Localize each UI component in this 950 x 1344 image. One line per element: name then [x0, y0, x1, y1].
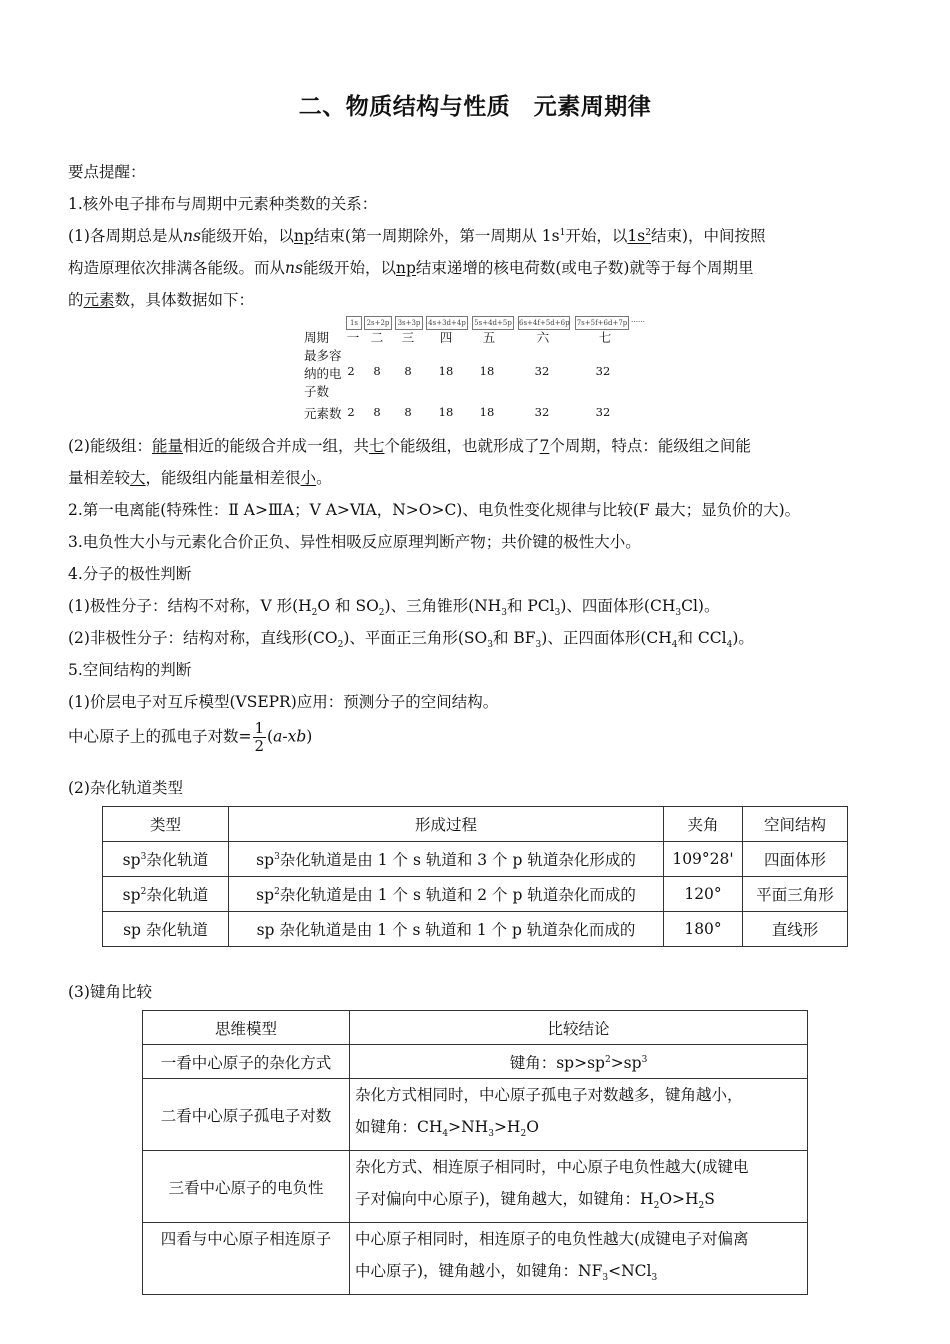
period-diagram [300, 314, 660, 424]
cell-model: 二看中心原子孤电子对数 [143, 1079, 350, 1151]
text: )、正四面体形(CH [541, 629, 672, 647]
superscript: 2 [274, 886, 280, 897]
header-type: 类型 [103, 807, 229, 842]
header-conclusion: 比较结论 [350, 1011, 808, 1045]
period-7: 七 [598, 330, 612, 345]
header-model: 思维模型 [143, 1011, 350, 1045]
superscript: 2 [140, 886, 147, 897]
capacity-4: 18 [438, 364, 454, 378]
cell-process: sp 杂化轨道是由 1 个 s 轨道和 1 个 p 轨道杂化而成的 [229, 912, 664, 947]
cell-model: 一看中心原子的杂化方式 [143, 1045, 350, 1079]
ns-term: ns [285, 259, 303, 277]
cell-process [229, 877, 664, 912]
text: 杂化轨道是由 1 个 s 轨道和 3 个 p 轨道杂化形成的 [279, 851, 636, 869]
section-4-heading: 4.分子的极性判断 [68, 565, 192, 583]
subscript: 2 [378, 608, 385, 619]
period-6: 六 [536, 330, 550, 345]
capacity-6: 32 [534, 364, 550, 378]
section-1-para-1-line-1 [68, 224, 766, 246]
text: 相近的能级合并成一组，共 [182, 437, 369, 455]
table-row [103, 877, 848, 912]
cell-angle: 180° [664, 912, 743, 947]
polar-molecules [68, 594, 719, 618]
ns-term: ns [182, 227, 201, 245]
angle-table [142, 1010, 808, 1295]
section-2: 2.第一电离能(特殊性：Ⅱ A>ⅢA；Ⅴ A>ⅥA，N>O>C)、电负性变化规律与比较(F 最大；显负价的大)。 [68, 501, 801, 519]
text: 中心原子)，键角越小，如键角：NF [355, 1262, 603, 1281]
superscript: 3 [641, 1054, 648, 1065]
orbital-box-5: 5s+4d+5p [472, 316, 514, 330]
text: >H [493, 1118, 521, 1136]
underlined-term: 能量 [151, 437, 183, 455]
table-row [143, 1151, 808, 1223]
text: )、三角锥形(NH [384, 597, 502, 615]
text: 如键角：CH [355, 1118, 443, 1136]
text: 结束(第一周期除外，第一周期从 1s [313, 227, 560, 245]
text: 和 BF [492, 629, 536, 647]
cell-process [229, 842, 664, 877]
subscript: 3 [488, 1129, 494, 1140]
superscript: 1 [559, 227, 566, 238]
subscript: 2 [520, 1129, 527, 1140]
page-title: 二、物质结构与性质 元素周期律 [298, 94, 652, 120]
subscript: 3 [602, 1273, 609, 1284]
header-process: 形成过程 [229, 807, 664, 842]
capacity-2: 8 [373, 364, 381, 378]
text: O [526, 1118, 539, 1136]
cell-model: 四看与中心原子相连原子 [143, 1223, 350, 1295]
hybrid-table [102, 806, 848, 947]
lone-pair-formula [68, 720, 312, 755]
text: 和 PCl [506, 597, 555, 615]
superscript: 2 [604, 1054, 611, 1065]
section-1-para-1-line-2 [68, 256, 753, 278]
np-term-underlined: np [395, 259, 416, 277]
text: 构造原理依次排满各能级。而从 [68, 259, 286, 277]
text: 的 [68, 291, 84, 309]
text: 个能级组，也就形成了 [384, 437, 540, 455]
subscript: 3 [554, 608, 561, 619]
period-3: 三 [401, 330, 415, 345]
text: 中心原子上的孤电子对数= [68, 727, 252, 746]
orbital-dots: …… [631, 316, 645, 324]
underlined-term: 7 [539, 437, 550, 455]
section-1-para-1-line-3 [68, 288, 254, 310]
elements-5: 18 [479, 405, 495, 419]
text: O>H [659, 1190, 699, 1209]
orbital-box-3: 3s+3p [395, 316, 423, 330]
text: 开始，以 [565, 227, 628, 245]
cell-shape: 平面三角形 [743, 877, 848, 912]
capacity-3: 8 [404, 364, 412, 378]
text: ) [306, 727, 313, 746]
text: 能级开始，以 [200, 227, 294, 245]
nonpolar-molecules [68, 626, 754, 650]
orbital-box-6: 6s+4f+5d+6p [518, 316, 570, 330]
subscript: 3 [651, 1273, 658, 1284]
text: - [282, 727, 288, 746]
orbital-box-1: 1s [346, 316, 362, 330]
cell-conclusion [350, 1079, 808, 1151]
text: 杂化轨道 [146, 886, 209, 904]
section-3: 3.电负性大小与元素化合价正负、异性相吸反应原理判断产物；共价键的极性大小。 [68, 533, 641, 551]
np-term-underlined: np [293, 227, 314, 245]
orbital-box-4: 4s+3d+4p [426, 316, 468, 330]
denominator: 2 [254, 737, 265, 755]
row-label-elements: 元素数 [304, 406, 342, 421]
text: ( [267, 727, 274, 746]
text: (1)各周期总是从 [68, 227, 183, 245]
text: >NH [448, 1118, 489, 1136]
numerator: 1 [254, 719, 265, 737]
table-row [103, 912, 848, 947]
subscript: 3 [501, 608, 507, 619]
elements-1: 2 [347, 405, 355, 419]
cell-angle: 120° [664, 877, 743, 912]
cell-conclusion [350, 1045, 808, 1079]
section-1-heading: 1.核外电子排布与周期中元素种类数的关系： [68, 195, 378, 213]
period-5: 五 [482, 330, 496, 345]
section-5-heading: 5.空间结构的判断 [68, 661, 192, 679]
table-header-row [143, 1011, 808, 1045]
subscript: 3 [487, 640, 493, 651]
text: 数，具体数据如下： [114, 291, 255, 309]
table-row [103, 842, 848, 877]
text: 杂化轨道是由 1 个 s 轨道和 2 个 p 轨道杂化而成的 [279, 886, 636, 904]
elements-3: 8 [404, 405, 412, 419]
period-4: 四 [439, 330, 453, 345]
text: 杂化轨道 [146, 851, 209, 869]
text: 中心原子相同时，相连原子的电负性越大(成键电子对偏离 [355, 1230, 749, 1249]
header-shape: 空间结构 [743, 807, 848, 842]
text: sp [122, 851, 141, 869]
cell-shape: 四面体形 [743, 842, 848, 877]
text: 。 [316, 469, 332, 487]
subscript: 3 [675, 608, 682, 619]
text: )、平面正三角形(SO [343, 629, 488, 647]
table-row [143, 1045, 808, 1079]
section-1-para-2-line-1 [68, 434, 751, 456]
table-header-row [103, 807, 848, 842]
text: (2)能级组： [68, 437, 152, 455]
elements-6: 32 [534, 405, 550, 419]
cell-type [103, 842, 229, 877]
text: )、四面体形(CH [560, 597, 676, 615]
text: sp [256, 851, 275, 869]
text: sp [122, 886, 141, 904]
text: 个周期，特点：能级组之间能 [549, 437, 751, 455]
text: >sp [610, 1053, 642, 1072]
elements-2: 8 [373, 405, 381, 419]
subscript: 4 [671, 640, 678, 651]
text: (1)极性分子：结构不对称，V 形(H [68, 597, 312, 615]
text: 结束递增的核电荷数(或电子数)就等于每个周期里 [415, 259, 754, 277]
subscript: 2 [698, 1201, 705, 1212]
subscript: 3 [535, 640, 542, 651]
cell-shape: 直线形 [743, 912, 848, 947]
text: 结束)，中间按照 [650, 227, 766, 245]
cell-model: 三看中心原子的电负性 [143, 1151, 350, 1223]
elements-7: 32 [595, 405, 611, 419]
cell-conclusion [350, 1151, 808, 1223]
text: (2)非极性分子：结构对称，直线形(CO [68, 629, 338, 647]
subscript: 2 [311, 608, 318, 619]
row-label-capacity-3: 子数 [304, 384, 330, 399]
text: 1s [627, 227, 646, 245]
capacity-5: 18 [479, 364, 495, 378]
intro-label: 要点提醒： [68, 163, 146, 181]
text: sp [256, 886, 275, 904]
cell-type: sp 杂化轨道 [103, 912, 229, 947]
text: S [704, 1190, 715, 1209]
row-label-capacity-1: 最多容 [304, 348, 342, 363]
elements-4: 18 [438, 405, 454, 419]
text: 杂化方式相同时，中心原子孤电子对数越多，键角越小， [355, 1086, 743, 1104]
var-a: a [273, 727, 283, 746]
subscript: 2 [653, 1201, 660, 1212]
text: 杂化方式、相连原子相同时，中心原子电负性越大(成键电 [355, 1158, 749, 1177]
cell-conclusion [350, 1223, 808, 1295]
superscript: 2 [645, 227, 651, 238]
section-1-para-2-line-2 [68, 466, 332, 488]
header-angle: 夹角 [664, 807, 743, 842]
subscript: 4 [726, 640, 733, 651]
text: Cl)。 [681, 597, 720, 615]
cell-angle: 109°28' [664, 842, 743, 877]
underlined-term: 七 [369, 437, 385, 455]
1s2-underlined [627, 227, 651, 245]
cell-type [103, 877, 229, 912]
text: <NCl [608, 1262, 652, 1281]
capacity-7: 32 [595, 364, 611, 378]
text: 键角：sp>sp [509, 1053, 605, 1072]
vsepr-line: (1)价层电子对互斥模型(VSEPR)应用：预测分子的空间结构。 [68, 693, 499, 711]
capacity-1: 2 [347, 364, 355, 378]
text: O 和 SO [317, 597, 379, 615]
row-label-period: 周期 [304, 330, 330, 345]
text: )。 [732, 629, 754, 647]
period-2: 二 [370, 330, 384, 345]
table-row [143, 1079, 808, 1151]
var-xb: xb [287, 727, 307, 746]
table-row [143, 1223, 808, 1295]
hybrid-heading: (2)杂化轨道类型 [68, 779, 183, 797]
text: ，能级组内能量相差很 [145, 469, 301, 487]
text: 能级开始，以 [302, 259, 396, 277]
underlined-term: 大 [130, 469, 146, 487]
fraction [253, 720, 267, 755]
row-label-capacity-2: 纳的电 [304, 366, 342, 381]
text: 子对偏向中心原子)，键角越大，如键角：H [355, 1190, 654, 1209]
period-1: 一 [346, 330, 360, 345]
underlined-term: 元素 [83, 291, 115, 309]
subscript: 2 [337, 640, 344, 651]
text: 量相差较 [68, 469, 131, 487]
text: 和 CCl [677, 629, 727, 647]
orbital-box-2: 2s+2p [364, 316, 392, 330]
superscript: 3 [140, 851, 147, 862]
superscript: 3 [274, 851, 280, 862]
orbital-box-7: 7s+5f+6d+7p [575, 316, 629, 330]
angle-heading: (3)键角比较 [68, 983, 152, 1001]
underlined-term: 小 [300, 469, 317, 487]
subscript: 4 [442, 1129, 449, 1140]
